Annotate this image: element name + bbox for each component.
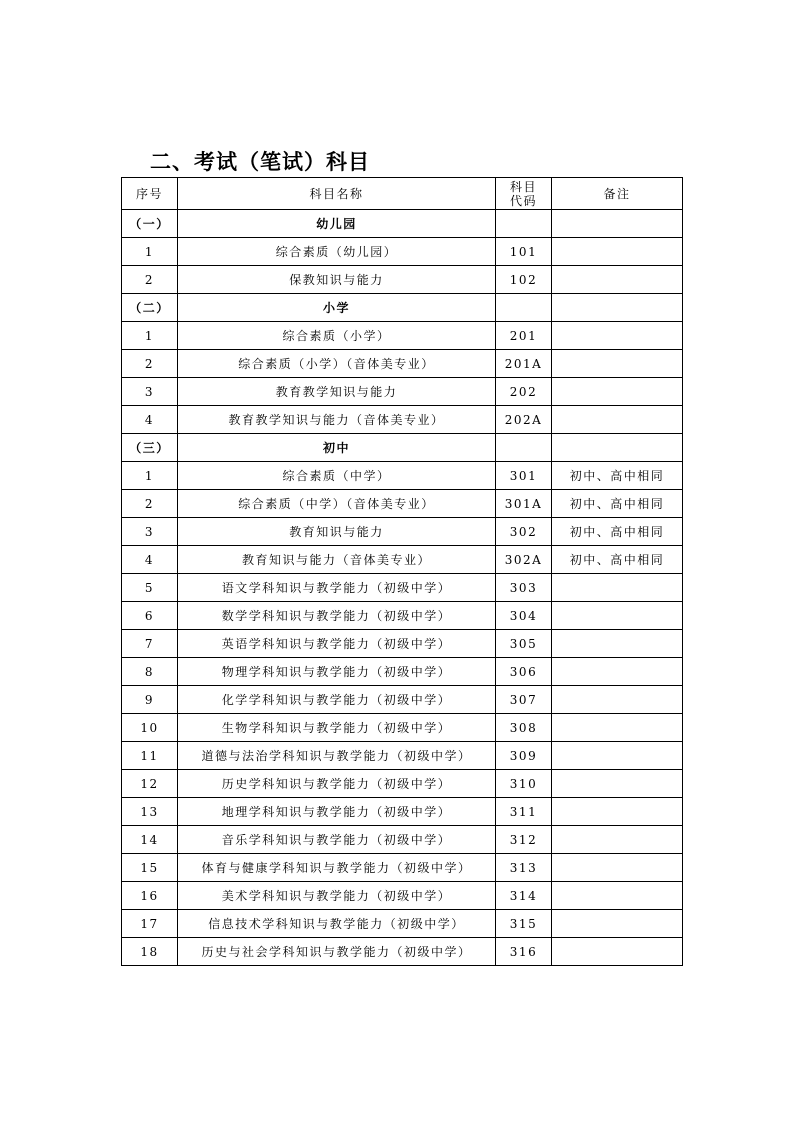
cell-seq: 7	[122, 630, 178, 658]
table-row	[122, 882, 683, 910]
cell-seq: 9	[122, 686, 178, 714]
cell-seq: 1	[122, 322, 178, 350]
cell-name: 音乐学科知识与教学能力（初级中学）	[178, 826, 496, 854]
cell-note: 初中、高中相同	[552, 490, 683, 518]
cell-name: 初中	[178, 434, 496, 462]
cell-code: 302A	[496, 546, 552, 574]
cell-note	[552, 798, 683, 826]
table-row	[122, 938, 683, 966]
table-row	[122, 910, 683, 938]
table-row	[122, 854, 683, 882]
cell-name: 教育知识与能力（音体美专业）	[178, 546, 496, 574]
cell-name: 历史学科知识与教学能力（初级中学）	[178, 770, 496, 798]
cell-code: 310	[496, 770, 552, 798]
cell-name: 教育知识与能力	[178, 518, 496, 546]
cell-seq: 4	[122, 546, 178, 574]
table-row	[122, 462, 683, 490]
section-row	[122, 210, 683, 238]
cell-code: 202	[496, 378, 552, 406]
cell-seq: 8	[122, 658, 178, 686]
cell-name: 幼儿园	[178, 210, 496, 238]
cell-note	[552, 406, 683, 434]
cell-code: 303	[496, 574, 552, 602]
page-title: 二、考试（笔试）科目	[150, 150, 370, 174]
cell-seq: 3	[122, 518, 178, 546]
cell-seq: 4	[122, 406, 178, 434]
cell-name: 教育教学知识与能力（音体美专业）	[178, 406, 496, 434]
cell-name: 化学学科知识与教学能力（初级中学）	[178, 686, 496, 714]
cell-code	[496, 210, 552, 238]
cell-seq: 12	[122, 770, 178, 798]
cell-note	[552, 322, 683, 350]
cell-code: 307	[496, 686, 552, 714]
cell-code: 201A	[496, 350, 552, 378]
cell-code: 309	[496, 742, 552, 770]
cell-name: 道德与法治学科知识与教学能力（初级中学）	[178, 742, 496, 770]
cell-seq: 10	[122, 714, 178, 742]
table-row	[122, 602, 683, 630]
cell-code: 301	[496, 462, 552, 490]
cell-note	[552, 854, 683, 882]
table-row	[122, 266, 683, 294]
cell-seq: 15	[122, 854, 178, 882]
cell-seq: 3	[122, 378, 178, 406]
table-row	[122, 546, 683, 574]
cell-note	[552, 826, 683, 854]
table-row	[122, 574, 683, 602]
cell-seq: （二）	[122, 294, 178, 322]
cell-name: 历史与社会学科知识与教学能力（初级中学）	[178, 938, 496, 966]
cell-code: 302	[496, 518, 552, 546]
cell-seq: 14	[122, 826, 178, 854]
cell-code: 314	[496, 882, 552, 910]
table-row	[122, 630, 683, 658]
table-row	[122, 798, 683, 826]
cell-note	[552, 938, 683, 966]
header-code-line2: 代码	[509, 193, 537, 208]
header-code-line1: 科目	[509, 179, 537, 194]
cell-seq: 2	[122, 350, 178, 378]
cell-note	[552, 658, 683, 686]
cell-code	[496, 434, 552, 462]
cell-note	[552, 910, 683, 938]
cell-name: 生物学科知识与教学能力（初级中学）	[178, 714, 496, 742]
cell-note	[552, 742, 683, 770]
cell-code: 301A	[496, 490, 552, 518]
cell-note: 初中、高中相同	[552, 518, 683, 546]
cell-seq: （一）	[122, 210, 178, 238]
cell-seq: 6	[122, 602, 178, 630]
cell-name: 小学	[178, 294, 496, 322]
cell-name: 综合素质（小学）	[178, 322, 496, 350]
cell-name: 综合素质（幼儿园）	[178, 238, 496, 266]
header-seq: 序号	[122, 178, 178, 210]
subjects-table	[121, 177, 683, 966]
cell-code: 201	[496, 322, 552, 350]
cell-code: 312	[496, 826, 552, 854]
cell-note	[552, 574, 683, 602]
cell-code	[496, 294, 552, 322]
cell-name: 美术学科知识与教学能力（初级中学）	[178, 882, 496, 910]
cell-code: 313	[496, 854, 552, 882]
cell-note	[552, 266, 683, 294]
cell-note	[552, 210, 683, 238]
cell-name: 教育教学知识与能力	[178, 378, 496, 406]
cell-name: 综合素质（小学）（音体美专业）	[178, 350, 496, 378]
cell-name: 综合素质（中学）	[178, 462, 496, 490]
cell-note	[552, 350, 683, 378]
cell-code: 102	[496, 266, 552, 294]
table-row	[122, 238, 683, 266]
cell-code: 316	[496, 938, 552, 966]
cell-code: 101	[496, 238, 552, 266]
cell-name: 地理学科知识与教学能力（初级中学）	[178, 798, 496, 826]
cell-name: 英语学科知识与教学能力（初级中学）	[178, 630, 496, 658]
cell-name: 保教知识与能力	[178, 266, 496, 294]
cell-name: 信息技术学科知识与教学能力（初级中学）	[178, 910, 496, 938]
cell-code: 306	[496, 658, 552, 686]
cell-seq: 18	[122, 938, 178, 966]
cell-name: 物理学科知识与教学能力（初级中学）	[178, 658, 496, 686]
cell-seq: 16	[122, 882, 178, 910]
cell-seq: 1	[122, 238, 178, 266]
table-row	[122, 826, 683, 854]
cell-code: 311	[496, 798, 552, 826]
cell-note	[552, 686, 683, 714]
table-row	[122, 350, 683, 378]
table-row	[122, 742, 683, 770]
cell-note	[552, 882, 683, 910]
table-row	[122, 658, 683, 686]
cell-code: 305	[496, 630, 552, 658]
table-row	[122, 518, 683, 546]
cell-note: 初中、高中相同	[552, 546, 683, 574]
cell-seq: （三）	[122, 434, 178, 462]
cell-seq: 2	[122, 266, 178, 294]
cell-name: 体育与健康学科知识与教学能力（初级中学）	[178, 854, 496, 882]
cell-seq: 17	[122, 910, 178, 938]
cell-note	[552, 630, 683, 658]
section-row	[122, 294, 683, 322]
table-header-row	[122, 178, 683, 210]
table-row	[122, 406, 683, 434]
header-code	[496, 178, 552, 210]
cell-note: 初中、高中相同	[552, 462, 683, 490]
cell-note	[552, 238, 683, 266]
cell-note	[552, 602, 683, 630]
cell-seq: 1	[122, 462, 178, 490]
table-row	[122, 378, 683, 406]
cell-note	[552, 714, 683, 742]
cell-name: 综合素质（中学）（音体美专业）	[178, 490, 496, 518]
cell-code: 315	[496, 910, 552, 938]
cell-seq: 5	[122, 574, 178, 602]
cell-name: 语文学科知识与教学能力（初级中学）	[178, 574, 496, 602]
cell-seq: 2	[122, 490, 178, 518]
cell-seq: 11	[122, 742, 178, 770]
cell-code: 304	[496, 602, 552, 630]
cell-seq: 13	[122, 798, 178, 826]
table-row	[122, 714, 683, 742]
table-row	[122, 322, 683, 350]
cell-code: 202A	[496, 406, 552, 434]
header-name: 科目名称	[178, 178, 496, 210]
header-note: 备注	[552, 178, 683, 210]
table-row	[122, 490, 683, 518]
table-row	[122, 770, 683, 798]
cell-code: 308	[496, 714, 552, 742]
cell-note	[552, 434, 683, 462]
section-row	[122, 434, 683, 462]
cell-note	[552, 770, 683, 798]
cell-note	[552, 378, 683, 406]
cell-note	[552, 294, 683, 322]
cell-name: 数学学科知识与教学能力（初级中学）	[178, 602, 496, 630]
table-row	[122, 686, 683, 714]
table-body	[122, 210, 683, 966]
